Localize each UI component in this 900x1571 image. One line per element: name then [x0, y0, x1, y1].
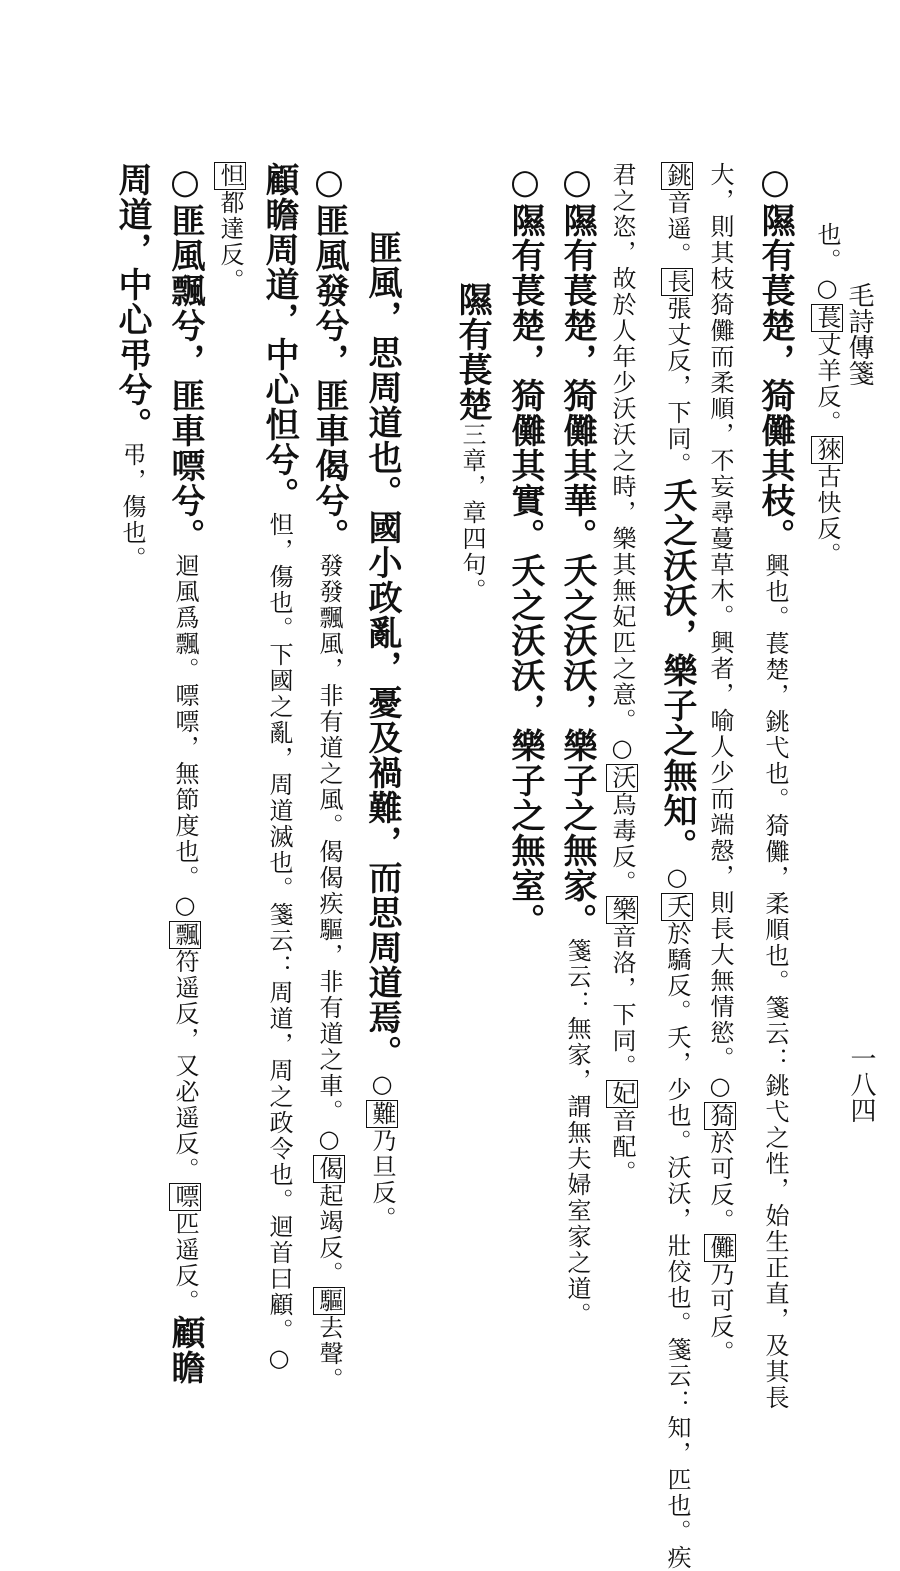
- commentary-text: 迴風爲飄。嘌嘌，無節度也。○: [171, 553, 199, 921]
- text-column: [452, 282, 492, 604]
- text-column: [112, 162, 152, 572]
- commentary-text: 也。○: [813, 222, 841, 304]
- glossed-character: 長: [663, 269, 691, 295]
- text-column: [165, 162, 205, 1385]
- commentary-text: 烏毒反。: [608, 792, 636, 896]
- poem-line: 顧瞻周道，中心怛兮。: [259, 162, 299, 512]
- commentary-text: 匹遥反。: [171, 1211, 199, 1315]
- commentary-text: ○: [368, 1070, 396, 1100]
- poem-line: 周道，中心弔兮。: [112, 162, 152, 442]
- commentary-text: 符遥反，又必遥反。: [171, 949, 199, 1183]
- commentary-text: 三章，章四句。: [458, 422, 486, 604]
- text-column: [557, 162, 597, 1328]
- glossed-character: 猗: [706, 1103, 734, 1129]
- text-column: [505, 162, 545, 938]
- text-column: [610, 162, 634, 1186]
- commentary-text: 音遥。: [663, 190, 691, 268]
- glossed-character: 儺: [706, 1235, 734, 1261]
- poem-line: 隰有萇楚: [452, 282, 492, 422]
- glossed-character: 飄: [171, 922, 199, 948]
- commentary-text: 都達反。: [216, 190, 244, 294]
- commentary-text: 興也。萇楚，銚弋也。猗儺，柔順也。箋云：銚弋之性，始生正直，及其長: [761, 553, 789, 1411]
- poem-line: 顧瞻: [165, 1315, 205, 1385]
- glossed-character: 偈: [315, 1156, 343, 1182]
- commentary-text: 箋云：無家，謂無夫婦室家之道。: [563, 938, 591, 1328]
- glossed-character: 夭: [663, 894, 691, 920]
- poem-line: ○匪風飄兮，匪車嘌兮。: [165, 162, 205, 553]
- glossed-character: 難: [368, 1101, 396, 1127]
- commentary-text: 君之恣，故於人年少沃沃之時，樂其無妃匹之意。○: [608, 162, 636, 764]
- text-column: [362, 230, 402, 1232]
- poem-line: ○隰有萇楚，猗儺其枝。: [755, 162, 795, 553]
- commentary-text: 怛，傷也。下國之亂，周道滅也。箋云：周道，周之政令也。迴首曰顧。○: [265, 512, 293, 1374]
- text-column: [708, 162, 732, 1366]
- poem-line: ○隰有萇楚，猗儺其華。夭之沃沃，樂子之無家。: [557, 162, 597, 938]
- text-column: [259, 162, 299, 1374]
- book-title: 毛詩傳箋: [844, 282, 874, 386]
- text-column: [309, 162, 349, 1393]
- commentary-text: 於可反。: [706, 1130, 734, 1234]
- glossed-character: 猍: [813, 437, 841, 463]
- text-column: [815, 222, 839, 568]
- commentary-text: ○: [663, 863, 691, 893]
- glossed-character: 樂: [608, 897, 636, 923]
- commentary-text: 古快反。: [813, 464, 841, 568]
- glossed-character: 妃: [608, 1081, 636, 1107]
- glossed-character: 怛: [216, 163, 244, 189]
- glossed-character: 驅: [315, 1288, 343, 1314]
- commentary-text: 起竭反。: [315, 1183, 343, 1287]
- commentary-text: 弔，傷也。: [118, 442, 146, 572]
- poem-line: 匪風，思周道也。國小政亂，憂及禍難，而思周道焉。: [362, 230, 402, 1070]
- poem-line: 夭之沃沃，樂子之無知。: [657, 478, 697, 863]
- glossed-character: 嘌: [171, 1184, 199, 1210]
- commentary-text: 音洛，下同。: [608, 924, 636, 1080]
- commentary-text: 音配。: [608, 1108, 636, 1186]
- commentary-text: 發發飄風，非有道之風。偈偈疾驅，非有道之車。○: [315, 553, 343, 1155]
- glossed-character: 銚: [663, 163, 691, 189]
- commentary-text: 於驕反。夭，少也。沃沃，壯佼也。箋云：知，匹也。疾: [663, 921, 691, 1571]
- glossed-character: 萇: [813, 305, 841, 331]
- commentary-text: 乃可反。: [706, 1262, 734, 1366]
- page-number: 一八四: [846, 1045, 876, 1123]
- text-column: [755, 162, 795, 1411]
- commentary-text: 丈羊反。: [813, 332, 841, 436]
- commentary-text: 張丈反，下同。: [663, 296, 691, 478]
- poem-line: ○匪風發兮，匪車偈兮。: [309, 162, 349, 553]
- poem-line: ○隰有萇楚，猗儺其實。夭之沃沃，樂子之無室。: [505, 162, 545, 938]
- text-column: [657, 162, 697, 1571]
- glossed-character: 沃: [608, 765, 636, 791]
- text-column: [218, 162, 242, 294]
- commentary-text: 乃旦反。: [368, 1128, 396, 1232]
- commentary-text: 去聲。: [315, 1315, 343, 1393]
- commentary-text: 大，則其枝猗儺而柔順，不妄尋蔓草木。興者，喻人少而端慤，則長大無情慾。○: [706, 162, 734, 1102]
